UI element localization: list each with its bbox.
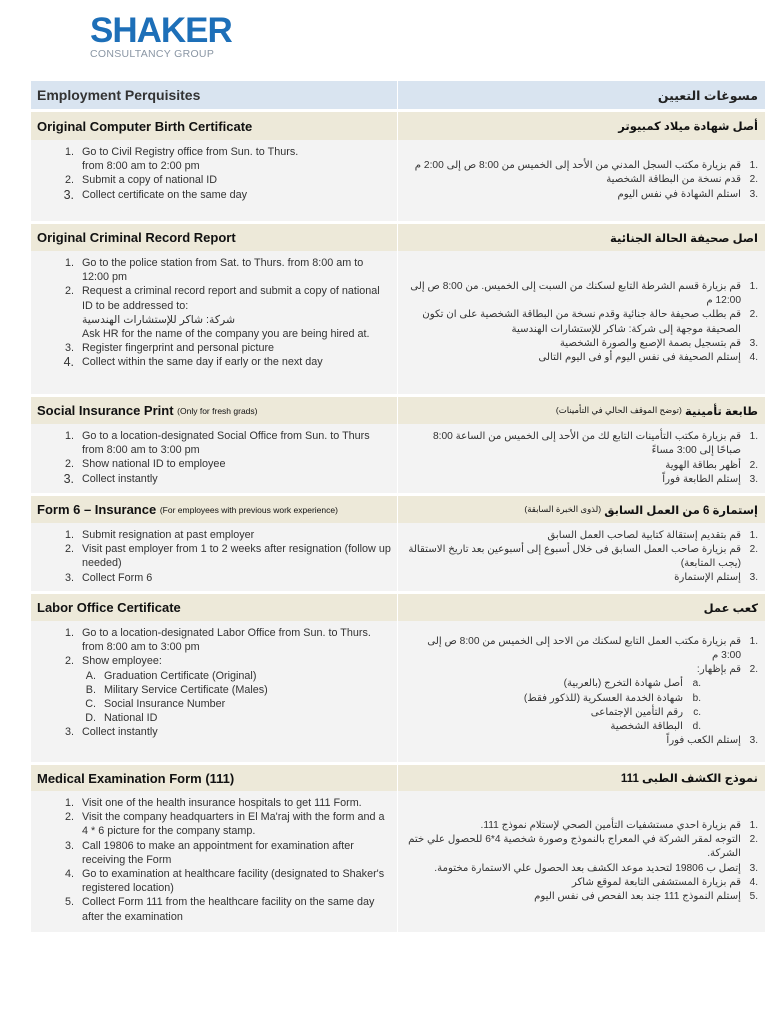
step-text: Go to examination at healthcare facility (designated to Shaker's registered location) <box>82 868 385 895</box>
step-number: 5. <box>64 896 74 909</box>
list-item <box>398 890 765 904</box>
list-item <box>31 867 397 895</box>
sub-step-text: National ID <box>104 712 158 725</box>
ar-steps <box>398 280 765 365</box>
section-header <box>31 765 765 791</box>
en-steps <box>31 256 397 370</box>
sub-step-letter: D. <box>85 712 96 725</box>
list-item <box>31 528 397 542</box>
list-item <box>31 429 397 457</box>
step-text: Go to Civil Registry office from Sun. to Thurs. <box>82 146 299 158</box>
section-title-ar: أصل شهادة ميلاد كمبيوتر <box>618 121 758 133</box>
step-number: 1. <box>64 627 74 639</box>
list-item <box>31 256 397 284</box>
step-number: 1. <box>64 146 74 158</box>
list-item <box>31 796 397 810</box>
section-body <box>31 424 765 493</box>
sub-step-letter: C. <box>85 698 96 711</box>
step-text: قم بزيارة احدي مستشفيات التأمين الصحي لإستلام نموذج 111. <box>480 819 741 831</box>
ar-steps <box>398 529 765 586</box>
section-steps-ar <box>398 523 765 591</box>
step-text: إستلم الطابعة فوراً <box>662 473 741 485</box>
list-item <box>31 725 397 739</box>
step-number: 1. <box>749 160 758 172</box>
list-item <box>398 337 765 351</box>
sub-step-text: Graduation Certificate (Original) <box>104 669 257 682</box>
section-steps-en <box>31 523 398 591</box>
section-header <box>31 594 765 621</box>
sub-step-letter: A. <box>85 669 96 682</box>
step-text: Collect Form 6 <box>82 571 153 584</box>
ar-steps <box>398 819 765 904</box>
step-number: 1. <box>64 529 74 541</box>
sub-step-letter: a. <box>692 678 701 690</box>
ar-steps <box>398 635 765 749</box>
step-text-continued: Ask HR for the name of the company you are being hired at. <box>82 328 370 341</box>
list-item <box>398 876 765 890</box>
list-item <box>31 839 397 867</box>
section-title-ar: طابعة تأمينية <box>685 405 758 418</box>
section-steps-en <box>31 251 398 394</box>
list-item <box>398 663 765 734</box>
step-text: Collect within the same day if early or the next day <box>82 356 323 369</box>
section-note-ar: (توضح الموقف الحالي في التأمينات) <box>555 405 682 415</box>
step-text-continued: from 8:00 am to 2:00 pm <box>82 160 200 173</box>
list-item <box>31 173 397 187</box>
step-text: إستلم الكعب فوراً <box>666 735 741 747</box>
list-item <box>398 430 765 458</box>
step-text: قم بتقديم إستقالة كتابية لصاحب العمل السابق <box>547 529 741 541</box>
step-number: 3. <box>64 726 74 739</box>
step-text: Visit one of the health insurance hospitals to get 111 Form. <box>82 797 362 809</box>
list-item <box>31 542 397 570</box>
step-number: 3. <box>749 862 758 874</box>
section-header <box>31 496 765 523</box>
section-title-en: Form 6 – Insurance <box>37 502 157 517</box>
list-item <box>398 473 765 487</box>
step-number: 3. <box>63 471 74 486</box>
step-number: 5. <box>749 890 758 902</box>
step-number: 3. <box>64 571 74 584</box>
en-steps <box>31 626 397 740</box>
section-steps-ar <box>398 140 765 221</box>
list-item <box>398 159 765 173</box>
list-item <box>398 529 765 543</box>
section-title-ar: اصل صحيفة الحالة الجنائية <box>610 232 758 245</box>
section-title-en: Labor Office Certificate <box>37 600 181 615</box>
step-text: قم بزيارة قسم الشرطة التابع لسكنك من السبت إلى الخميس. من 8:00 ص إلى 12:00 م <box>410 280 741 307</box>
list-item <box>398 188 765 202</box>
step-text: قم بزيارة مكتب التأمينات التابع لك من الأحد إلى الخميس من الساعة 8:00 صباحًا إلى 3:00 مساءً <box>433 431 741 457</box>
sub-step-letter: B. <box>85 683 96 696</box>
list-item <box>398 571 765 585</box>
step-number: 3. <box>749 572 758 584</box>
section-steps-ar <box>398 621 765 762</box>
sub-step-letter: c. <box>693 706 701 718</box>
list-item <box>398 734 765 748</box>
section-note-en: (Only for fresh grads) <box>177 405 258 416</box>
list-item <box>398 819 765 833</box>
logo-subtitle: CONSULTANCY GROUP <box>90 48 215 60</box>
section-body <box>31 523 765 591</box>
step-text: Go to a location-designated Labor Office from Sun. to Thurs. from 8:00 am to 3:00 pm <box>82 627 371 654</box>
header-title-en: Employment Perquisites <box>31 81 398 109</box>
list-item <box>31 810 397 838</box>
step-number: 3. <box>749 188 758 200</box>
list-item <box>31 895 397 923</box>
sub-list-item <box>82 683 393 697</box>
list-item <box>31 472 397 486</box>
section-steps-en <box>31 424 398 493</box>
step-number: 3. <box>749 473 758 485</box>
list-item <box>398 833 765 861</box>
list-item <box>31 457 397 471</box>
table-header <box>31 81 765 109</box>
step-text: قم بإظهار: <box>696 664 741 676</box>
step-number: 3. <box>749 337 758 349</box>
section-body <box>31 251 765 394</box>
shaker-logo <box>90 11 232 60</box>
section-steps-en <box>31 791 398 932</box>
step-text: Register fingerprint and personal picture <box>82 342 275 355</box>
section-title-en: Social Insurance Print <box>37 403 174 418</box>
sub-list-item <box>82 669 393 683</box>
step-text: Show national ID to employee <box>82 458 226 471</box>
sub-steps <box>406 677 741 734</box>
section-note-ar: (لذوى الخبرة السابقة) <box>524 504 602 514</box>
step-text: قم بزيارة المستشفى التابعة لموقع شاكر <box>571 876 741 888</box>
step-number: 1. <box>64 257 74 269</box>
section-note-en: (For employees with previous work experience) <box>159 504 338 515</box>
step-text-continued: شركة: شاكر للإستشارات الهندسية <box>82 313 235 326</box>
step-number: 1. <box>64 797 74 809</box>
step-text: Collect instantly <box>82 472 158 485</box>
step-text: إستلم الصحيفة فى نفس اليوم أو فى اليوم التالى <box>538 351 741 363</box>
list-item <box>31 284 397 341</box>
sub-step-letter: b. <box>692 692 701 704</box>
step-text: Show employee: <box>82 655 162 668</box>
sub-steps <box>82 669 393 726</box>
step-number: 1. <box>749 819 758 831</box>
list-item <box>398 308 765 336</box>
sub-list-item <box>406 720 741 734</box>
sub-list-item <box>82 711 393 725</box>
step-number: 4. <box>63 355 74 370</box>
list-item <box>31 341 397 355</box>
step-number: 4. <box>64 868 74 881</box>
section-title-ar: كعب عمل <box>703 602 758 615</box>
step-number: 3. <box>64 342 74 355</box>
step-text: إستلم الإستمارة <box>674 572 741 584</box>
step-text: Go to a location-designated Social Office from Sun. to Thurs from 8:00 am to 3:00 pm <box>82 430 370 457</box>
step-number: 3. <box>749 735 758 747</box>
en-steps <box>31 145 397 202</box>
section-header <box>31 112 765 140</box>
step-number: 4. <box>749 351 758 363</box>
step-number: 2. <box>749 543 758 555</box>
step-number: 2. <box>749 309 758 321</box>
list-item <box>31 654 397 725</box>
sub-step-text: Social Insurance Number <box>104 698 226 711</box>
section-steps-ar <box>398 251 765 394</box>
step-number: 1. <box>749 635 758 647</box>
sub-list-item <box>406 692 741 706</box>
list-item <box>398 280 765 308</box>
list-item <box>31 355 397 369</box>
header-title-ar: مسوغات التعيين <box>657 89 758 103</box>
step-number: 2. <box>64 811 74 824</box>
step-number: 2. <box>749 459 758 471</box>
step-text: أظهر بطاقة الهوية <box>665 459 741 471</box>
list-item <box>31 571 397 585</box>
list-item <box>398 351 765 365</box>
step-number: 2. <box>749 174 758 186</box>
section-steps-en <box>31 140 398 221</box>
step-number: 1. <box>749 431 758 443</box>
step-text: Go to the police station from Sat. to Thurs. from 8:00 am to 12:00 pm <box>82 257 364 284</box>
list-item <box>31 188 397 202</box>
step-text: Visit past employer from 1 to 2 weeks after resignation (follow up needed) <box>82 543 391 570</box>
list-item <box>31 145 397 173</box>
step-number: 1. <box>64 430 74 442</box>
step-text: إتصل ب 19806 لتحديد موعد الكشف بعد الحصول علي الاستمارة مختومة. <box>434 862 741 874</box>
sub-list-item <box>406 706 741 720</box>
section-title-en: Medical Examination Form (111) <box>37 770 235 786</box>
list-item <box>398 459 765 473</box>
section-body <box>31 140 765 221</box>
step-text: التوجه لمقر الشركة في المعراج بالنموذج وصورة شخصية 4*6 للحصول علي ختم الشركة. <box>408 834 741 860</box>
section-header <box>31 397 765 424</box>
sub-step-text: Military Service Certificate (Males) <box>104 683 268 696</box>
step-text: قم بطلب صحيفة حالة جنائية وقدم نسخة من البطاقة الشخصية على ان تكون الصحيفة موجهة إلى شركة: شاكر للإستشارات الهندسية <box>422 309 741 335</box>
step-number: 1. <box>749 529 758 541</box>
sub-list-item <box>82 697 393 711</box>
section-title-ar: نموذج الكشف الطبى 111 <box>620 773 758 785</box>
step-number: 3. <box>63 187 74 202</box>
step-text: قم بزيارة مكتب السجل المدني من الأحد إلى الخميس من 8:00 ص إلى 2:00 م <box>414 160 741 172</box>
step-text: Submit a copy of national ID <box>82 174 218 187</box>
step-text: قم بزيارة صاحب العمل السابق فى خلال أسبوع إلى أسبوعين بعد تاريخ الاستقالة (يجب المتابعة) <box>408 543 741 569</box>
step-number: 2. <box>64 458 74 471</box>
sub-step-text: البطاقة الشخصية <box>610 720 683 732</box>
step-text: قم بتسجيل بصمة الإصبع والصورة الشخصية <box>559 337 741 349</box>
step-text: Request a criminal record report and submit a copy of national ID to be addressed to: <box>82 285 380 312</box>
step-text: قدم نسخة من البطاقة الشخصية <box>606 174 741 186</box>
logo-name: SHAKER <box>90 11 232 50</box>
step-text: Collect Form 111 from the healthcare facility on the same day after the examination <box>82 896 375 923</box>
step-number: 2. <box>64 174 74 187</box>
perquisites-table <box>31 81 765 932</box>
step-number: 2. <box>749 664 758 676</box>
section-body <box>31 621 765 762</box>
step-text: Call 19806 to make an appointment for examination after receiving the Form <box>82 839 354 866</box>
list-item <box>398 543 765 571</box>
sub-step-text: شهادة الخدمة العسكرية (للذكور فقط) <box>523 692 683 704</box>
step-text: استلم الشهادة في نفس اليوم <box>617 188 741 200</box>
step-text: Collect certificate on the same day <box>82 188 248 201</box>
step-number: 3. <box>64 839 74 852</box>
step-number: 1. <box>749 280 758 292</box>
step-number: 2. <box>64 285 74 298</box>
section-steps-ar <box>398 791 765 932</box>
section-title-en: Original Computer Birth Certificate <box>37 118 253 134</box>
step-number: 2. <box>64 655 74 668</box>
en-steps <box>31 528 397 585</box>
list-item <box>398 635 765 663</box>
step-number: 2. <box>749 834 758 846</box>
section-steps-en <box>31 621 398 762</box>
section-title-ar: إستمارة 6 من العمل السابق <box>604 504 758 517</box>
ar-steps <box>398 159 765 202</box>
step-text: قم بزيارة مكتب العمل التابع لسكنك من الاحد إلى الخميس من 8:00 ص إلى 3:00 م <box>427 635 741 661</box>
list-item <box>31 626 397 654</box>
section-steps-ar <box>398 424 765 493</box>
step-text: إستلم النموذج 111 جند بعد الفحص فى نفس اليوم <box>534 890 741 902</box>
en-steps <box>31 429 397 486</box>
sub-list-item <box>406 677 741 691</box>
section-title-en: Original Criminal Record Report <box>37 230 236 245</box>
section-body <box>31 791 765 932</box>
step-number: 4. <box>749 876 758 888</box>
step-text: Collect instantly <box>82 726 158 739</box>
step-text: Submit resignation at past employer <box>82 529 255 541</box>
ar-steps <box>398 430 765 487</box>
step-text: Visit the company headquarters in El Ma'raj with the form and a 4 * 6 picture for the company stamp. <box>82 811 385 838</box>
section-header <box>31 224 765 251</box>
sub-step-text: أصل شهادة التخرج (بالعربية) <box>563 678 683 690</box>
list-item <box>398 173 765 187</box>
sub-step-letter: d. <box>692 720 701 732</box>
list-item <box>398 862 765 876</box>
en-steps <box>31 796 397 924</box>
sub-step-text: رقم التأمين الإجتماعى <box>590 706 683 718</box>
step-number: 2. <box>64 543 74 556</box>
